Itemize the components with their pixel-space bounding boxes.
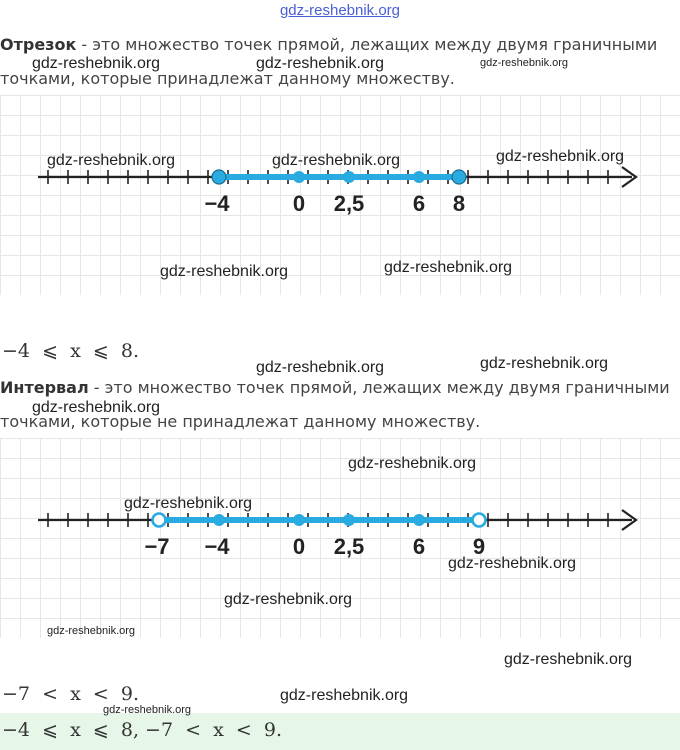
- watermark: gdz-reshebnik.org: [384, 259, 513, 276]
- watermark: gdz-reshebnik.org: [504, 651, 633, 668]
- segment-formula: −4 ⩽ x ⩽ 8.: [2, 340, 140, 362]
- label-2-5: 2,5: [333, 191, 365, 216]
- segment-number-line: [0, 95, 680, 295]
- watermark: gdz-reshebnik.org: [480, 355, 609, 372]
- segment-term: Отрезок: [0, 35, 77, 54]
- watermark: gdz-reshebnik.org: [256, 55, 385, 72]
- point-minus-7-open: [153, 514, 166, 527]
- watermark: gdz-reshebnik.org: [103, 704, 192, 716]
- watermark: gdz-reshebnik.org: [32, 55, 161, 72]
- label-minus-4: −4: [204, 534, 230, 559]
- answer-bar: [0, 713, 680, 750]
- label-minus-4: −4: [204, 191, 230, 216]
- segment-definition-line2: точками, которые принадлежат данному множеству.: [0, 69, 455, 88]
- site-header-link[interactable]: gdz-reshebnik.org: [279, 2, 401, 19]
- point-minus-4: [213, 514, 225, 526]
- watermark: gdz-reshebnik.org: [480, 57, 569, 69]
- point-0: [293, 171, 305, 183]
- watermark: gdz-reshebnik.org: [224, 591, 353, 608]
- point-2-5: [343, 514, 355, 526]
- point-2-5: [343, 171, 355, 183]
- label-6: 6: [412, 191, 426, 216]
- segment-definition-line1: - это множество точек прямой, лежащих между двумя граничными: [76, 35, 658, 54]
- watermark: gdz-reshebnik.org: [32, 399, 161, 416]
- watermark: gdz-reshebnik.org: [448, 555, 577, 572]
- watermark: gdz-reshebnik.org: [496, 148, 625, 165]
- interval-formula: −7 < x < 9.: [2, 683, 140, 705]
- point-minus-4: [212, 170, 226, 184]
- label-2-5: 2,5: [333, 534, 365, 559]
- watermark: gdz-reshebnik.org: [272, 152, 401, 169]
- segment-grid: [0, 95, 680, 295]
- label-0: 0: [292, 191, 306, 216]
- watermark: gdz-reshebnik.org: [348, 455, 477, 472]
- answer-formula: −4 ⩽ x ⩽ 8, −7 < x < 9.: [2, 719, 283, 741]
- watermark: gdz-reshebnik.org: [256, 359, 385, 376]
- interval-term: Интервал: [0, 378, 89, 397]
- point-9-open: [473, 514, 486, 527]
- interval-definition-line1: - это множество точек прямой, лежащих между двумя граничными: [88, 378, 670, 397]
- point-6: [413, 514, 425, 526]
- label-6: 6: [412, 534, 426, 559]
- watermark: gdz-reshebnik.org: [47, 152, 176, 169]
- label-8: 8: [452, 191, 466, 216]
- label-0: 0: [292, 534, 306, 559]
- label-minus-7: −7: [144, 534, 170, 559]
- interval-definition-line2: точками, которые не принадлежат данному множеству.: [0, 412, 481, 431]
- point-6: [413, 171, 425, 183]
- watermark: gdz-reshebnik.org: [160, 263, 289, 280]
- point-8: [452, 170, 466, 184]
- watermark: gdz-reshebnik.org: [124, 495, 253, 512]
- watermark: gdz-reshebnik.org: [47, 625, 136, 637]
- watermark: gdz-reshebnik.org: [280, 687, 409, 704]
- point-0: [293, 514, 305, 526]
- label-9: 9: [472, 534, 486, 559]
